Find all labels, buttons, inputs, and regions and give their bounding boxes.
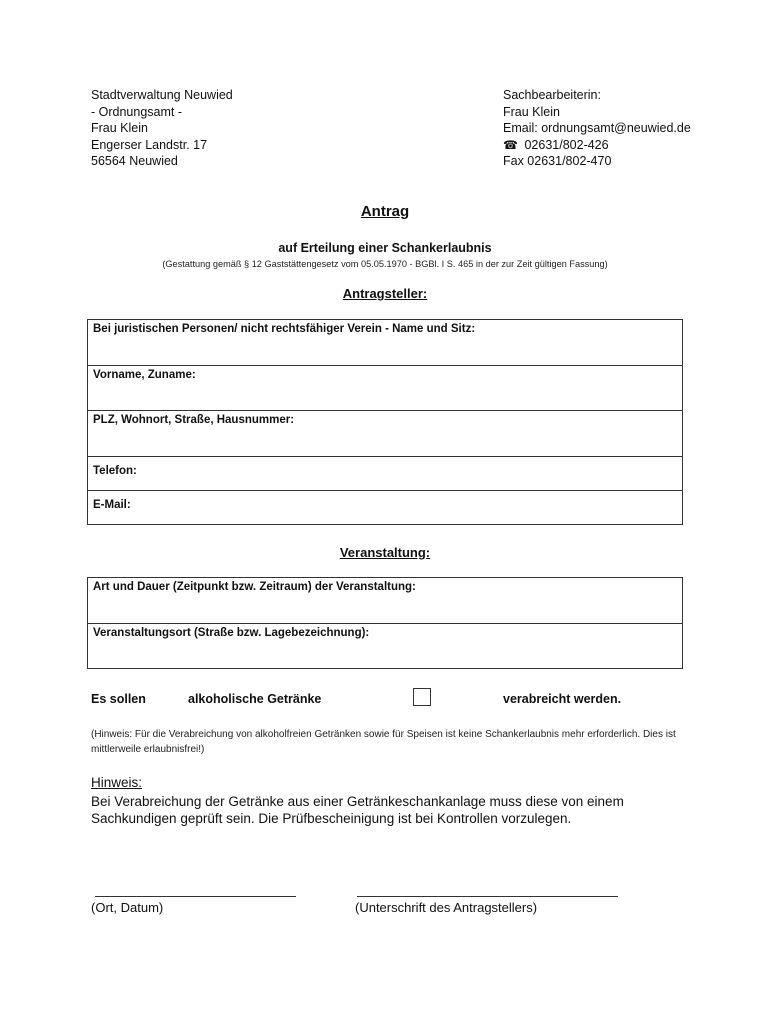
drinks-text-2: alkoholische Getränke bbox=[188, 692, 322, 706]
applicant-phone-field[interactable]: Telefon: bbox=[88, 457, 682, 491]
contact-phone: 02631/802-426 bbox=[524, 137, 609, 152]
applicant-heading: Antragsteller: bbox=[342, 286, 428, 301]
sender-line-4: Engerser Landstr. 17 bbox=[91, 137, 208, 152]
signature-line[interactable] bbox=[357, 896, 618, 897]
sender-line-3: Frau Klein bbox=[91, 121, 148, 135]
applicant-name-field[interactable]: Bei juristischen Personen/ nicht rechtsfähiger Verein - Name und Sitz: bbox=[88, 320, 682, 366]
event-box bbox=[87, 577, 683, 669]
event-location-field[interactable]: Veranstaltungsort (Straße bzw. Lagebezeichnung): bbox=[93, 627, 370, 639]
drinks-text-3: verabreicht werden. bbox=[503, 692, 622, 706]
sender-line-2: - Ordnungsamt - bbox=[91, 104, 183, 119]
form-subtitle: auf Erteilung einer Schankerlaubnis bbox=[278, 241, 492, 255]
place-date-label: (Ort, Datum) bbox=[91, 900, 164, 915]
hint-small: (Hinweis: Für die Verabreichung von alkoholfreien Getränken sowie für Speisen ist keine Schankerlaubnis mehr erforderlich. Dies ist mittlerweile erlaubnisfrei!) bbox=[91, 729, 676, 755]
applicant-box bbox=[87, 319, 683, 525]
telephone-icon: ☎ bbox=[503, 137, 518, 152]
applicant-email-field[interactable]: E-Mail: bbox=[93, 499, 131, 511]
applicant-fullname-field[interactable]: Vorname, Zuname: bbox=[88, 366, 682, 411]
contact-phone-row bbox=[503, 137, 691, 154]
sender-line-1: Stadtverwaltung Neuwied bbox=[91, 88, 233, 102]
contact-line-2: Frau Klein bbox=[503, 104, 560, 119]
event-type-duration-field[interactable]: Art und Dauer (Zeitpunkt bzw. Zeitraum) der Veranstaltung: bbox=[88, 578, 682, 624]
legal-note: (Gestattung gemäß § 12 Gaststättengesetz vom 05.05.1970 - BGBl. I S. 465 in der zur Zeit gültigen Fassung) bbox=[162, 259, 608, 269]
sender-address bbox=[91, 87, 233, 170]
sender-line-5: 56564 Neuwied bbox=[91, 154, 178, 168]
contact-email: Email: ordnungsamt@neuwied.de bbox=[503, 121, 691, 135]
hint-body: Bei Verabreichung der Getränke aus einer Getränkeschankanlage muss diese von einem Sachkundigen geprüft sein. Die Prüfbescheinigung ist bei Kontrollen vorzulegen. bbox=[91, 794, 624, 826]
drinks-text-1: Es sollen bbox=[91, 692, 146, 706]
contact-block bbox=[503, 87, 691, 170]
form-title: Antrag bbox=[360, 203, 410, 220]
contact-line-1: Sachbearbeiterin: bbox=[503, 88, 601, 102]
place-date-line[interactable] bbox=[95, 896, 296, 897]
event-heading: Veranstaltung: bbox=[339, 545, 431, 560]
contact-fax: Fax 02631/802-470 bbox=[503, 154, 612, 168]
applicant-address-field[interactable]: PLZ, Wohnort, Straße, Hausnummer: bbox=[88, 411, 682, 457]
signature-label: (Unterschrift des Antragstellers) bbox=[355, 900, 538, 915]
alcohol-checkbox[interactable] bbox=[413, 688, 431, 706]
hint-title: Hinweis: bbox=[91, 775, 143, 790]
